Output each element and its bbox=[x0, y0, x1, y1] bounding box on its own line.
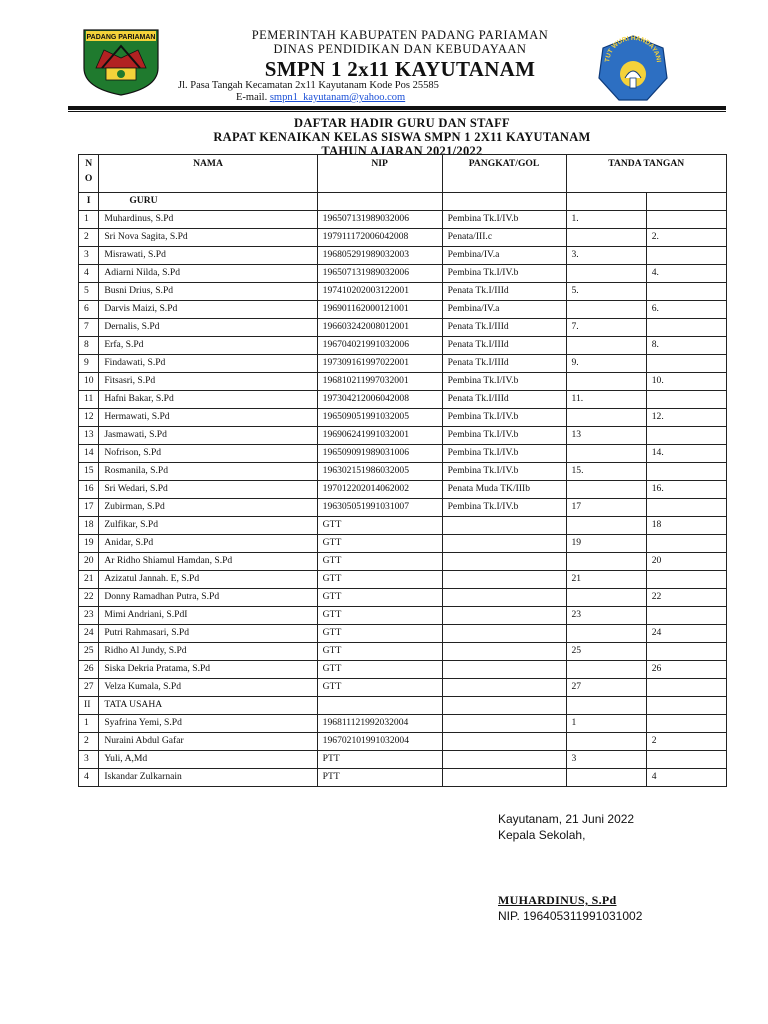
row-number: 13 bbox=[79, 427, 99, 445]
row-rank: Penata Tk.I/IIId bbox=[442, 337, 566, 355]
row-name: Hermawati, S.Pd bbox=[99, 409, 317, 427]
row-signature-odd: 17 bbox=[566, 499, 646, 517]
table-row bbox=[79, 481, 727, 499]
row-nip: GTT bbox=[317, 607, 442, 625]
row-signature-even bbox=[646, 751, 726, 769]
row-rank: Pembina Tk.I/IV.b bbox=[442, 463, 566, 481]
row-nip: 197304212006042008 bbox=[317, 391, 442, 409]
row-rank: Penata Tk.I/IIId bbox=[442, 319, 566, 337]
row-name: Donny Ramadhan Putra, S.Pd bbox=[99, 589, 317, 607]
row-nip: 196603242008012001 bbox=[317, 319, 442, 337]
row-signature-odd: 1 bbox=[566, 715, 646, 733]
row-signature-odd: 27 bbox=[566, 679, 646, 697]
row-number: 4 bbox=[79, 265, 99, 283]
row-signature-odd bbox=[566, 661, 646, 679]
department-name: DINAS PENDIDIKAN DAN KEBUDAYAAN bbox=[273, 42, 527, 56]
row-number: 9 bbox=[79, 355, 99, 373]
row-signature-odd bbox=[566, 337, 646, 355]
row-number: 10 bbox=[79, 373, 99, 391]
header-pangkat: PANGKAT/GOL bbox=[442, 155, 566, 193]
row-signature-odd bbox=[566, 769, 646, 787]
row-number: 19 bbox=[79, 535, 99, 553]
row-rank bbox=[442, 553, 566, 571]
row-rank: Pembina Tk.I/IV.b bbox=[442, 427, 566, 445]
row-name: Muhardinus, S.Pd bbox=[99, 211, 317, 229]
table-header-row bbox=[79, 155, 727, 193]
row-signature-odd: 21 bbox=[566, 571, 646, 589]
row-signature-even bbox=[646, 427, 726, 445]
row-rank: Pembina Tk.I/IV.b bbox=[442, 499, 566, 517]
table-row bbox=[79, 715, 727, 733]
row-signature-even bbox=[646, 715, 726, 733]
row-signature-even: 16. bbox=[646, 481, 726, 499]
padang-pariaman-logo bbox=[82, 28, 160, 96]
row-signature-even: 4 bbox=[646, 769, 726, 787]
row-signature-odd: 3. bbox=[566, 247, 646, 265]
row-rank: Pembina Tk.I/IV.b bbox=[442, 445, 566, 463]
row-number: 14 bbox=[79, 445, 99, 463]
row-signature-odd bbox=[566, 733, 646, 751]
row-name: Zubirman, S.Pd bbox=[99, 499, 317, 517]
svg-text:TUT WURI HANDAYANI: TUT WURI HANDAYANI bbox=[604, 34, 662, 63]
row-name: Fitsasri, S.Pd bbox=[99, 373, 317, 391]
signer-role: Kepala Sekolah, bbox=[498, 828, 586, 842]
row-number: 12 bbox=[79, 409, 99, 427]
row-nip: GTT bbox=[317, 589, 442, 607]
table-row bbox=[79, 589, 727, 607]
row-nip: 196901162000121001 bbox=[317, 301, 442, 319]
table-row bbox=[79, 283, 727, 301]
row-number: 16 bbox=[79, 481, 99, 499]
section-row-tata-usaha bbox=[79, 697, 727, 715]
table-row bbox=[79, 463, 727, 481]
row-signature-odd bbox=[566, 229, 646, 247]
table-row bbox=[79, 733, 727, 751]
table-row bbox=[79, 391, 727, 409]
row-signature-odd bbox=[566, 445, 646, 463]
email-link[interactable]: smpn1_kayutanam@yahoo.com bbox=[269, 92, 406, 103]
table-row bbox=[79, 607, 727, 625]
section-row-guru bbox=[79, 193, 727, 211]
row-nip: 196811121992032004 bbox=[317, 715, 442, 733]
row-rank: Pembina/IV.a bbox=[442, 301, 566, 319]
row-name: Ar Ridho Shiamul Hamdan, S.Pd bbox=[99, 553, 317, 571]
table-row bbox=[79, 679, 727, 697]
row-name: Siska Dekria Pratama, S.Pd bbox=[99, 661, 317, 679]
row-rank bbox=[442, 535, 566, 553]
row-signature-even: 24 bbox=[646, 625, 726, 643]
row-name: Nuraini Abdul Gafar bbox=[99, 733, 317, 751]
row-nip: 196507131989032006 bbox=[317, 265, 442, 283]
row-number: 7 bbox=[79, 319, 99, 337]
row-name: Zulfikar, S.Pd bbox=[99, 517, 317, 535]
row-signature-even bbox=[646, 319, 726, 337]
row-signature-even bbox=[646, 463, 726, 481]
title-line-2: RAPAT KENAIKAN KELAS SISWA SMPN 1 2X11 KAYUTANAM bbox=[213, 130, 591, 144]
section-label: TATA USAHA bbox=[99, 697, 317, 715]
row-rank: Pembina Tk.I/IV.b bbox=[442, 409, 566, 427]
row-signature-odd: 9. bbox=[566, 355, 646, 373]
row-rank: Pembina/IV.a bbox=[442, 247, 566, 265]
row-signature-odd: 11. bbox=[566, 391, 646, 409]
row-signature-even bbox=[646, 391, 726, 409]
row-name: Nofrison, S.Pd bbox=[99, 445, 317, 463]
row-number: 2 bbox=[79, 229, 99, 247]
row-signature-even: 8. bbox=[646, 337, 726, 355]
row-signature-even bbox=[646, 499, 726, 517]
table-row bbox=[79, 409, 727, 427]
letterhead bbox=[180, 28, 620, 82]
row-signature-odd bbox=[566, 373, 646, 391]
svg-text:PADANG PARIAMAN: PADANG PARIAMAN bbox=[86, 34, 156, 41]
row-name: Sri Nova Sagita, S.Pd bbox=[99, 229, 317, 247]
row-signature-odd bbox=[566, 409, 646, 427]
row-signature-odd bbox=[566, 265, 646, 283]
row-rank: Penata/III.c bbox=[442, 229, 566, 247]
row-rank bbox=[442, 769, 566, 787]
row-nip: PTT bbox=[317, 769, 442, 787]
table-row bbox=[79, 229, 727, 247]
row-name: Anidar, S.Pd bbox=[99, 535, 317, 553]
signature-block bbox=[498, 811, 634, 843]
row-number: 1 bbox=[79, 211, 99, 229]
row-name: Adiarni Nilda, S.Pd bbox=[99, 265, 317, 283]
row-signature-even bbox=[646, 355, 726, 373]
header-nama: NAMA bbox=[99, 155, 317, 193]
title-line-1: DAFTAR HADIR GURU DAN STAFF bbox=[294, 116, 510, 130]
row-signature-even: 14. bbox=[646, 445, 726, 463]
row-name: Busni Drius, S.Pd bbox=[99, 283, 317, 301]
row-signature-odd bbox=[566, 301, 646, 319]
government-name: PEMERINTAH KABUPATEN PADANG PARIAMAN bbox=[251, 28, 549, 42]
table-row bbox=[79, 625, 727, 643]
header-no: N O bbox=[79, 155, 99, 193]
table-row bbox=[79, 355, 727, 373]
table-row bbox=[79, 535, 727, 553]
table-row bbox=[79, 571, 727, 589]
table-row bbox=[79, 301, 727, 319]
place-date: Kayutanam, 21 Juni 2022 bbox=[498, 812, 635, 826]
row-signature-even: 4. bbox=[646, 265, 726, 283]
row-nip: GTT bbox=[317, 643, 442, 661]
row-signature-odd bbox=[566, 517, 646, 535]
row-name: Velza Kumala, S.Pd bbox=[99, 679, 317, 697]
row-nip: 196810211997032001 bbox=[317, 373, 442, 391]
row-rank bbox=[442, 661, 566, 679]
attendance-table bbox=[78, 154, 727, 787]
row-name: Erfa, S.Pd bbox=[99, 337, 317, 355]
row-signature-odd bbox=[566, 481, 646, 499]
row-nip: 196507131989032006 bbox=[317, 211, 442, 229]
row-nip: GTT bbox=[317, 571, 442, 589]
row-number: 3 bbox=[79, 751, 99, 769]
row-rank bbox=[442, 607, 566, 625]
row-nip: 197012202014062002 bbox=[317, 481, 442, 499]
row-rank bbox=[442, 625, 566, 643]
row-rank bbox=[442, 571, 566, 589]
row-number: 21 bbox=[79, 571, 99, 589]
row-name: Darvis Maizi, S.Pd bbox=[99, 301, 317, 319]
row-name: Hafni Bakar, S.Pd bbox=[99, 391, 317, 409]
row-signature-even bbox=[646, 247, 726, 265]
row-number: 20 bbox=[79, 553, 99, 571]
table-row bbox=[79, 517, 727, 535]
row-signature-even bbox=[646, 283, 726, 301]
title-line-3: TAHUN AJARAN 2021/2022 bbox=[321, 144, 483, 158]
row-name: Ridho Al Jundy, S.Pd bbox=[99, 643, 317, 661]
row-nip: 196702101991032004 bbox=[317, 733, 442, 751]
letterhead-rule-thin bbox=[68, 111, 726, 112]
row-name: Jasmawati, S.Pd bbox=[99, 427, 317, 445]
row-signature-odd bbox=[566, 589, 646, 607]
email-label: E-mail. bbox=[236, 92, 268, 103]
table-row bbox=[79, 247, 727, 265]
row-rank bbox=[442, 643, 566, 661]
letterhead-rule-thick bbox=[68, 106, 726, 110]
row-signature-odd: 15. bbox=[566, 463, 646, 481]
row-signature-odd: 3 bbox=[566, 751, 646, 769]
row-rank: Penata Tk.I/IIId bbox=[442, 391, 566, 409]
row-rank bbox=[442, 589, 566, 607]
section-label: GURU bbox=[99, 193, 317, 211]
row-number: 27 bbox=[79, 679, 99, 697]
table-row bbox=[79, 319, 727, 337]
table-row bbox=[79, 751, 727, 769]
row-nip: GTT bbox=[317, 535, 442, 553]
row-name: Syafrina Yemi, S.Pd bbox=[99, 715, 317, 733]
row-name: Sri Wedari, S.Pd bbox=[99, 481, 317, 499]
row-nip: GTT bbox=[317, 625, 442, 643]
row-number: 17 bbox=[79, 499, 99, 517]
row-name: Findawati, S.Pd bbox=[99, 355, 317, 373]
row-nip: 197911172006042008 bbox=[317, 229, 442, 247]
section-number: I bbox=[79, 193, 99, 211]
row-nip: GTT bbox=[317, 517, 442, 535]
row-rank bbox=[442, 679, 566, 697]
row-rank: Penata Tk.I/IIId bbox=[442, 283, 566, 301]
signer-name: MUHARDINUS, S.Pd bbox=[498, 893, 617, 907]
row-signature-odd bbox=[566, 553, 646, 571]
row-signature-even: 26 bbox=[646, 661, 726, 679]
row-name: Putri Rahmasari, S.Pd bbox=[99, 625, 317, 643]
row-signature-even bbox=[646, 679, 726, 697]
row-signature-even: 20 bbox=[646, 553, 726, 571]
table-row bbox=[79, 211, 727, 229]
row-number: 24 bbox=[79, 625, 99, 643]
row-name: Iskandar Zulkarnain bbox=[99, 769, 317, 787]
row-signature-even: 22 bbox=[646, 589, 726, 607]
row-signature-odd: 13 bbox=[566, 427, 646, 445]
table-row bbox=[79, 427, 727, 445]
table-row bbox=[79, 265, 727, 283]
school-address: Jl. Pasa Tangah Kecamatan 2x11 Kayutanam Kode Pos 25585 bbox=[178, 80, 439, 91]
row-number: 2 bbox=[79, 733, 99, 751]
document-title bbox=[68, 116, 736, 158]
school-name: SMPN 1 2x11 KAYUTANAM bbox=[264, 57, 536, 81]
row-signature-odd: 1. bbox=[566, 211, 646, 229]
row-nip: PTT bbox=[317, 751, 442, 769]
row-signature-odd: 7. bbox=[566, 319, 646, 337]
row-signature-even bbox=[646, 571, 726, 589]
row-number: 6 bbox=[79, 301, 99, 319]
row-signature-odd: 25 bbox=[566, 643, 646, 661]
row-name: Azizatul Jannah. E, S.Pd bbox=[99, 571, 317, 589]
row-signature-even: 6. bbox=[646, 301, 726, 319]
signer-nip: NIP. 196405311991031002 bbox=[498, 909, 643, 923]
row-signature-even: 10. bbox=[646, 373, 726, 391]
row-nip: 196302151986032005 bbox=[317, 463, 442, 481]
row-name: Misrawati, S.Pd bbox=[99, 247, 317, 265]
row-signature-odd: 23 bbox=[566, 607, 646, 625]
row-rank bbox=[442, 715, 566, 733]
row-signature-even: 12. bbox=[646, 409, 726, 427]
table-row bbox=[79, 499, 727, 517]
row-rank bbox=[442, 733, 566, 751]
table-row bbox=[79, 445, 727, 463]
row-signature-even bbox=[646, 607, 726, 625]
row-nip: GTT bbox=[317, 661, 442, 679]
row-signature-odd: 19 bbox=[566, 535, 646, 553]
header-tanda-tangan: TANDA TANGAN bbox=[566, 155, 727, 193]
row-rank: Penata Tk.I/IIId bbox=[442, 355, 566, 373]
row-nip: 196305051991031007 bbox=[317, 499, 442, 517]
row-signature-even: 18 bbox=[646, 517, 726, 535]
row-signature-even bbox=[646, 211, 726, 229]
table-row bbox=[79, 769, 727, 787]
table-row bbox=[79, 373, 727, 391]
row-rank: Penata Muda TK/IIIb bbox=[442, 481, 566, 499]
row-number: 5 bbox=[79, 283, 99, 301]
row-signature-odd bbox=[566, 625, 646, 643]
header-nip: NIP bbox=[317, 155, 442, 193]
row-rank bbox=[442, 751, 566, 769]
row-rank bbox=[442, 517, 566, 535]
row-name: Rosmanila, S.Pd bbox=[99, 463, 317, 481]
row-signature-odd: 5. bbox=[566, 283, 646, 301]
row-rank: Pembina Tk.I/IV.b bbox=[442, 211, 566, 229]
row-number: 22 bbox=[79, 589, 99, 607]
row-name: Yuli, A,Md bbox=[99, 751, 317, 769]
row-nip: GTT bbox=[317, 679, 442, 697]
row-nip: 197309161997022001 bbox=[317, 355, 442, 373]
row-name: Dernalis, S.Pd bbox=[99, 319, 317, 337]
table-row bbox=[79, 337, 727, 355]
row-nip: 196509091989031006 bbox=[317, 445, 442, 463]
row-number: 11 bbox=[79, 391, 99, 409]
section-number: II bbox=[79, 697, 99, 715]
row-number: 3 bbox=[79, 247, 99, 265]
row-rank: Pembina Tk.I/IV.b bbox=[442, 265, 566, 283]
row-nip: 196704021991032006 bbox=[317, 337, 442, 355]
row-signature-even: 2. bbox=[646, 229, 726, 247]
row-signature-even bbox=[646, 643, 726, 661]
row-number: 1 bbox=[79, 715, 99, 733]
row-number: 26 bbox=[79, 661, 99, 679]
row-nip: 196906241991032001 bbox=[317, 427, 442, 445]
row-number: 4 bbox=[79, 769, 99, 787]
row-signature-even: 2 bbox=[646, 733, 726, 751]
row-name: Mimi Andriani, S.PdI bbox=[99, 607, 317, 625]
school-email bbox=[236, 92, 405, 104]
row-number: 23 bbox=[79, 607, 99, 625]
row-number: 25 bbox=[79, 643, 99, 661]
row-number: 18 bbox=[79, 517, 99, 535]
row-nip: 196509051991032005 bbox=[317, 409, 442, 427]
table-row bbox=[79, 661, 727, 679]
table-row bbox=[79, 553, 727, 571]
row-number: 8 bbox=[79, 337, 99, 355]
row-number: 15 bbox=[79, 463, 99, 481]
row-nip: 196805291989032003 bbox=[317, 247, 442, 265]
row-signature-even bbox=[646, 535, 726, 553]
row-rank: Pembina Tk.I/IV.b bbox=[442, 373, 566, 391]
row-nip: GTT bbox=[317, 553, 442, 571]
row-nip: 197410202003122001 bbox=[317, 283, 442, 301]
table-row bbox=[79, 643, 727, 661]
